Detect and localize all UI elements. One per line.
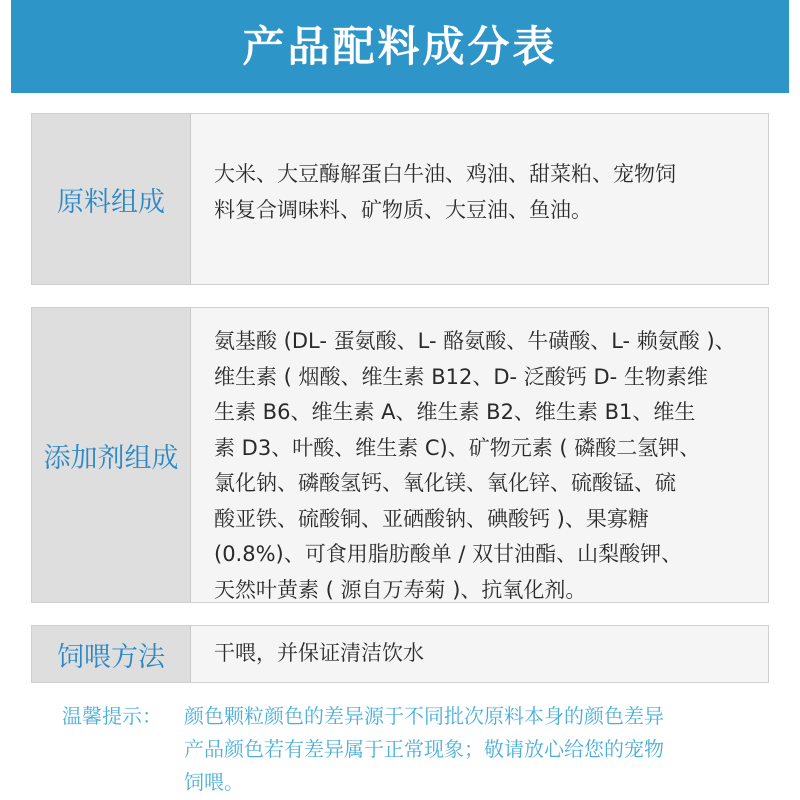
warm-tip-text: 颜色颗粒颜色的差异源于不同批次原料本身的颜色差异 产品颜色若有差异属于正常现象；敬请放心给您的宠物 饲喂。 (184, 704, 664, 794)
header-banner (11, 0, 789, 93)
row-feeding-method (31, 625, 769, 683)
raw-materials-text: 大米、大豆酶解蛋白牛油、鸡油、甜菜粕、宠物饲 料复合调味料、矿物质、大豆油、鱼油。 (214, 162, 676, 222)
row-raw-materials (31, 113, 769, 285)
additives-text: 氨基酸 (DL- 蛋氨酸、L- 酪氨酸、牛磺酸、L- 赖氨酸 )、 维生素 ( 烟酸、维生素 B12、D- 泛酸钙 D- 生物素维 生素 B6、维生素 A、维生素 B2、维生素 B1、维生 素 D3、叶酸、维生素 C)、矿物元素 ( 磷酸二氢钾、 氯化钠、磷酸氢钙、氧化镁、氧化锌、硫酸锰、硫 酸亚铁、硫酸铜、亚硒酸钠、碘酸钙 )、果寡糖 (0.8%)、可食用脂肪酸单 / 双甘油酯、山梨酸钾、 天然叶黄素 ( 源自万寿菊 )、抗氧化剂。 (214, 329, 736, 602)
row-content-feeding-method (191, 626, 768, 682)
row-content-additives (191, 308, 768, 602)
warm-tip (62, 700, 762, 799)
row-label-additives: 添加剂组成 (32, 308, 191, 602)
feeding-method-text: 干喂，并保证清洁饮水 (214, 641, 424, 666)
warm-tip-label: 温馨提示： (62, 704, 162, 728)
row-content-raw-materials (191, 114, 768, 284)
row-additives (31, 307, 769, 603)
page-title: 产品配料成分表 (242, 21, 558, 71)
row-label-raw-materials: 原料组成 (32, 114, 191, 284)
row-label-feeding-method: 饲喂方法 (32, 626, 191, 682)
